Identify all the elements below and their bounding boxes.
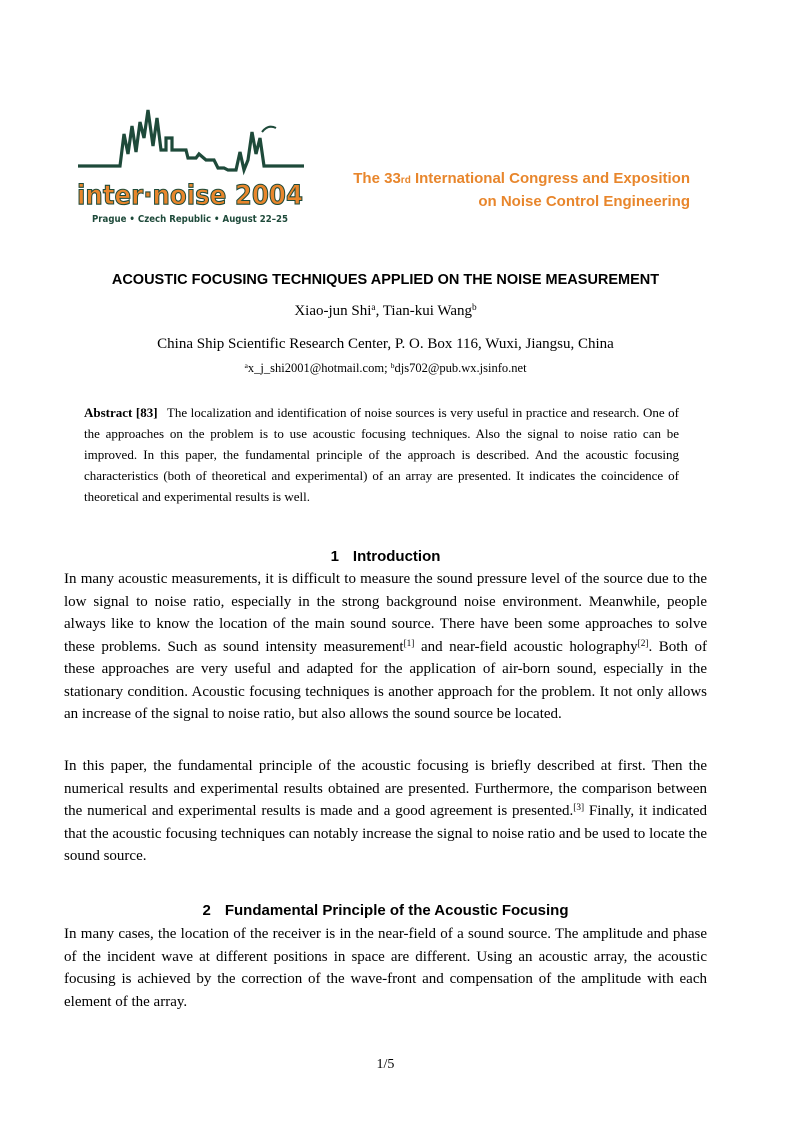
introduction-paragraph-2: In this paper, the fundamental principle of the acoustic focusing is briefly described at first. Then the numerical results and experimental results obtained are presented. Furthermore, the comparison between the numerical and experimental results is made and a good agreement is presented.[3] Finally, it indicated that the acoustic focusing techniques can notably increase the signal to noise ratio and be used to locate the sound source. xyxy=(64,758,707,864)
congress-title xyxy=(318,168,690,212)
abstract xyxy=(84,402,679,507)
logo-tagline: Prague • Czech Republic • August 22–25 xyxy=(92,214,288,225)
abstract-text: The localization and identification of noise sources is very useful in practice and research. One of the approaches on the problem is to use acoustic focusing techniques. Also the signal to noise ratio can be improved. In this paper, the fundamental principle of the approach is described. And the acoustic focusing characteristics (both of theoretical and experimental) of an array are presented. It indicates the coincidence of theoretical and experimental results is well. xyxy=(84,405,679,504)
logo-wordmark: inter·noise 2004 xyxy=(77,180,303,211)
citation-ref[interactable]: [2] xyxy=(637,638,649,649)
section-heading-introduction: 1 Introduction xyxy=(330,548,441,565)
email-link[interactable]: djs702@pub.wx.jsinfo.net xyxy=(394,361,527,375)
congress-line-2: on Noise Control Engineering xyxy=(478,193,690,210)
section-heading-fundamental-principle: 2 Fundamental Principle of the Acoustic Focusing xyxy=(202,902,569,919)
citation-ref[interactable]: [3] xyxy=(573,802,585,813)
author-name: Tian-kui Wang xyxy=(382,303,473,319)
affiliation: China Ship Scientific Research Center, P. O. Box 116, Wuxi, Jiangsu, China xyxy=(157,336,614,352)
principle-paragraph-1: In many cases, the location of the receiver is in the near-field of a sound source. The amplitude and phase of the incident wave at different positions in space are different. Using an acoustic array, the acoustic focusing is achieved by the correction of the wave-front and compensation of the amplitude with each element of the array. xyxy=(64,926,707,1010)
citation-ref[interactable]: [1] xyxy=(403,638,415,649)
conference-logo xyxy=(74,98,306,228)
author-name: Xiao-jun Shi xyxy=(294,303,372,319)
congress-line-1: The 33rd International Congress and Exposition xyxy=(353,170,690,187)
paper-title: ACOUSTIC FOCUSING TECHNIQUES APPLIED ON THE NOISE MEASUREMENT xyxy=(111,272,660,288)
author-list: Xiao-jun Shi$^a$, Tian-kui Wang$^b$ xyxy=(294,302,477,319)
author-emails: $^a$x_j_shi2001@hotmail.com; $^b$djs702@pub.wx.jsinfo.net xyxy=(244,360,527,375)
abstract-label: Abstract [83] xyxy=(84,405,158,420)
introduction-paragraph-1: In many acoustic measurements, it is difficult to measure the sound pressure level of the source due to the low signal to noise ratio, especially in the strong background noise environment. Meanwhile, people always like to know the location of the main sound source. There have been some approaches to solve these problems. Such as sound intensity measurement[1] and near-field acoustic holography[2]. Both of these approaches are very useful and adapted for the application of air-born sound, especially in the stationary condition. Acoustic focusing techniques is another approach for the problem. It not only allows an increase of the signal to noise ratio, but also allows the sound source be located. xyxy=(64,571,708,722)
skyline-waveform-icon xyxy=(78,110,304,170)
email-link[interactable]: x_j_shi2001@hotmail.com; xyxy=(247,361,391,375)
page-number: 1/5 xyxy=(376,1057,395,1072)
